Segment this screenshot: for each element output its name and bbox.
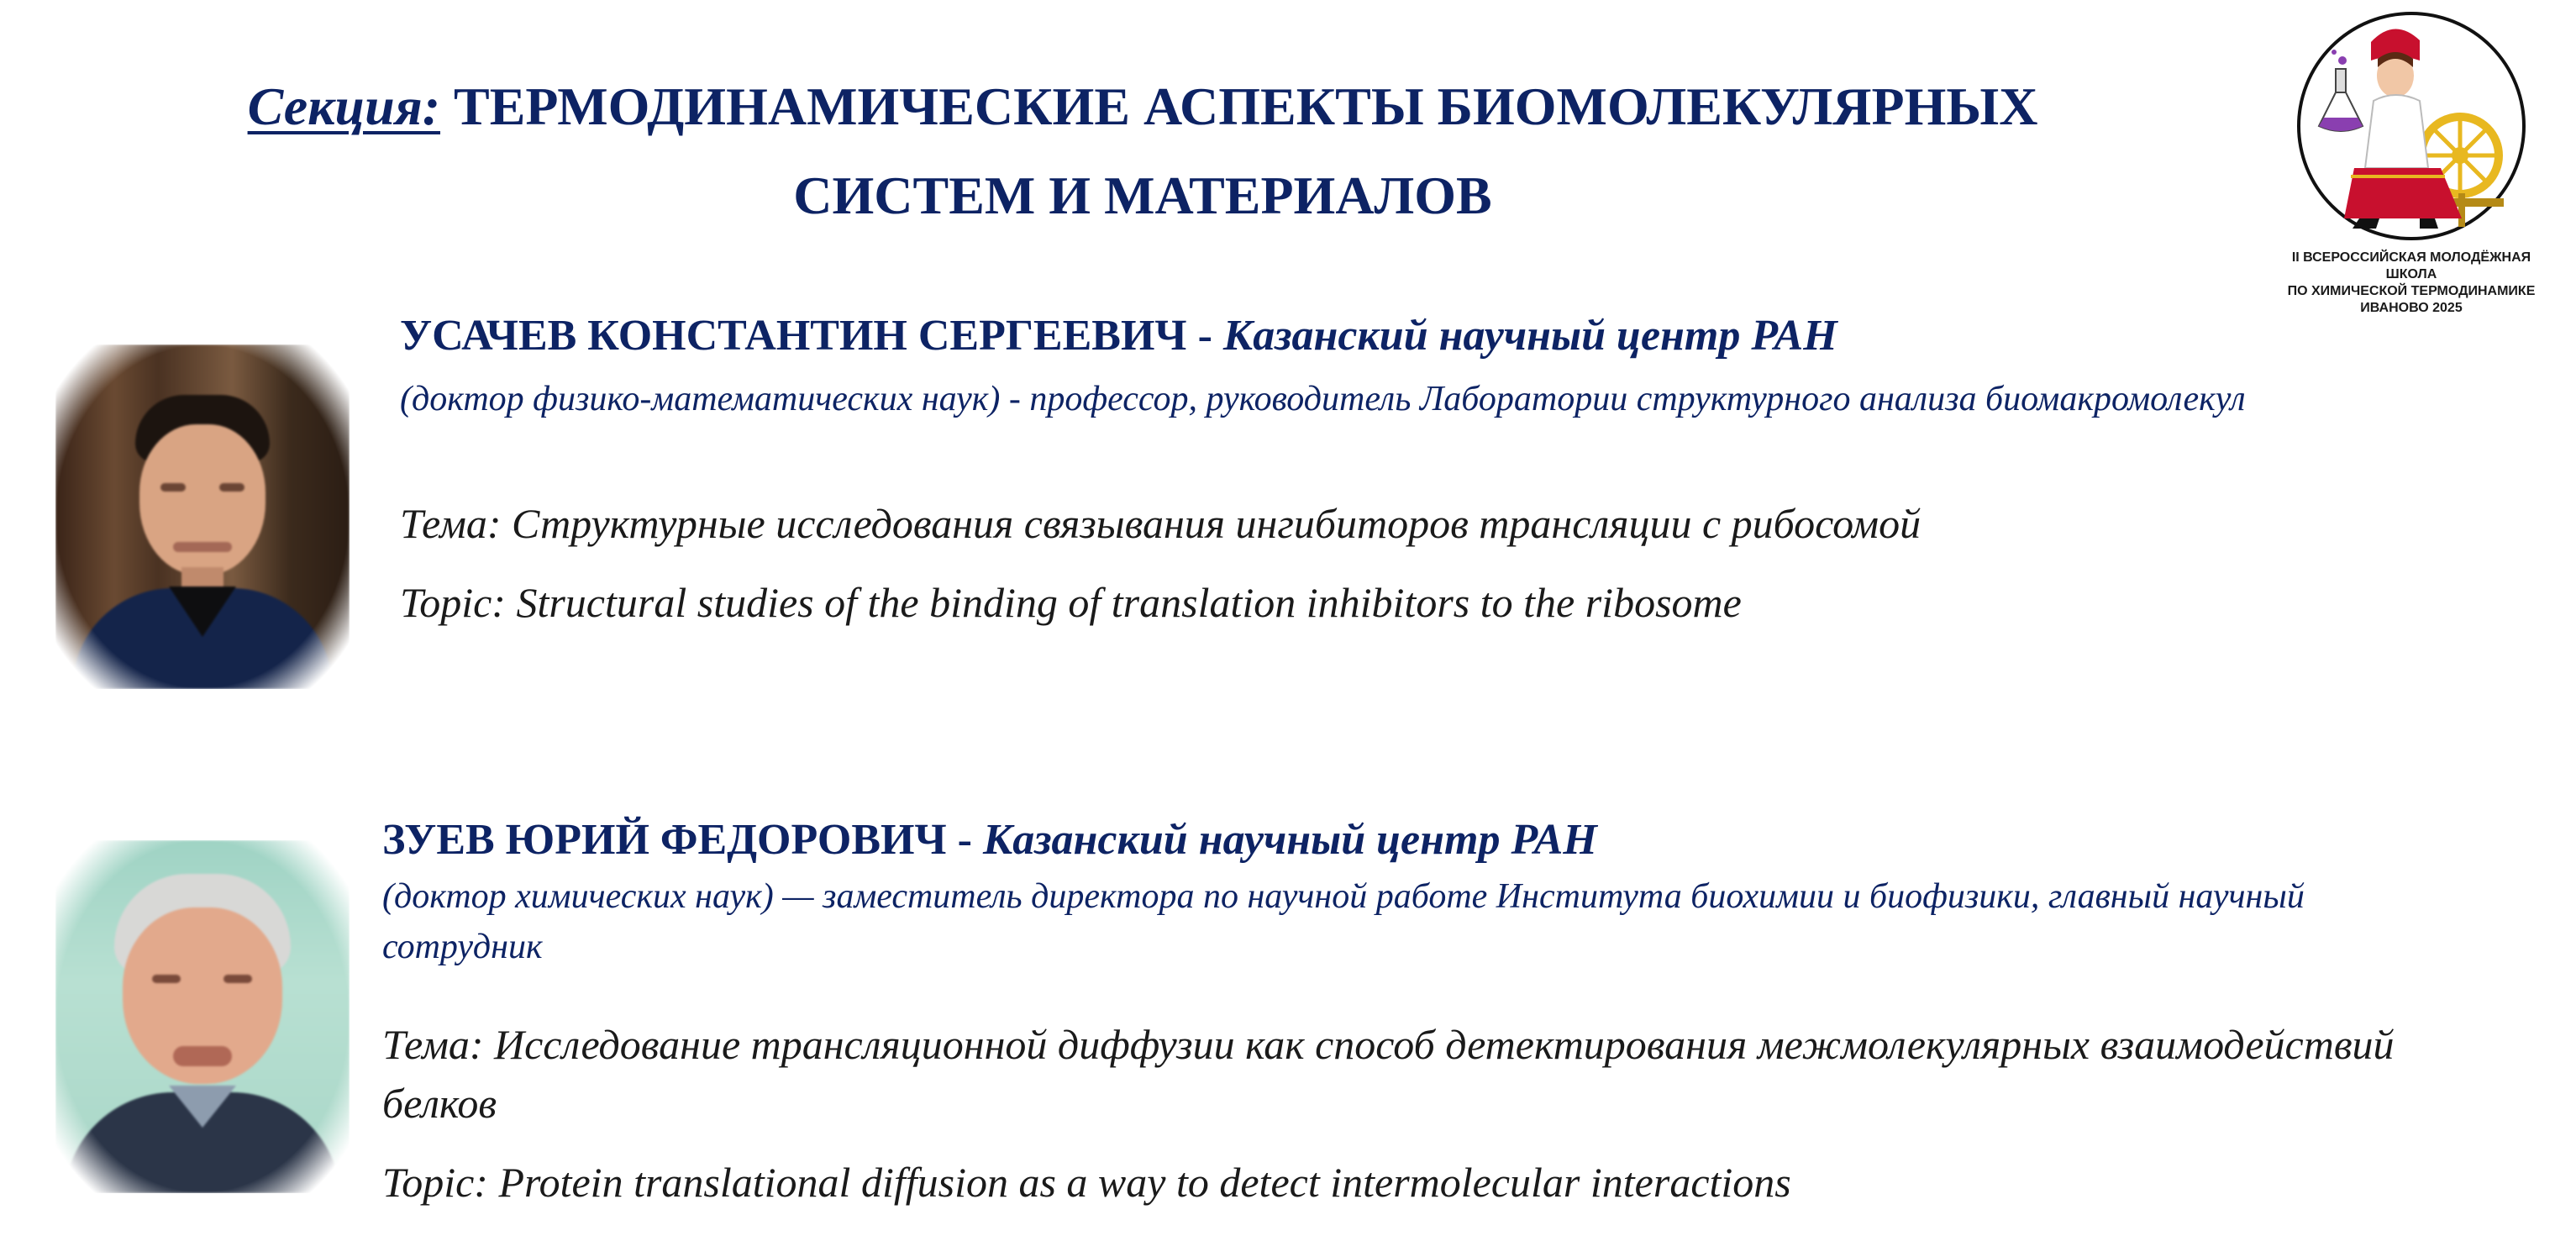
section-label: Секция: [247, 76, 441, 136]
logo-caption [2268, 250, 2554, 317]
speaker-2-separator: - [946, 816, 983, 864]
speaker-2-role: (доктор химических наук) — заместитель директора по научной работе Института биохимии и биофизики, главный научный сотрудник [382, 877, 2305, 966]
section-name-line-1: ТЕРМОДИНАМИЧЕСКИЕ АСПЕКТЫ БИОМОЛЕКУЛЯРНЫХ [454, 76, 2038, 136]
speaker-1-topic-ru: Тема: Структурные исследования связывания ингибиторов трансляции с рибосомой [400, 500, 1921, 547]
speaker-2-photo [55, 840, 350, 1193]
section-title-line-1 [176, 62, 2109, 151]
speaker-2-topic-en: Topic: Protein translational diffusion as a way to detect intermolecular interactions [382, 1159, 1791, 1206]
speaker-1-name: УСАЧЕВ КОНСТАНТИН СЕРГЕЕВИЧ [400, 312, 1187, 360]
section-name-line-2: СИСТЕМ И МАТЕРИАЛОВ [793, 166, 1492, 225]
speaker-2-organization: Казанский научный центр РАН [983, 816, 1597, 864]
logo-caption-line-1: II ВСЕРОССИЙСКАЯ МОЛОДЁЖНАЯ ШКОЛА [2291, 250, 2531, 281]
logo-caption-line-2: ПО ХИМИЧЕСКОЙ ТЕРМОДИНАМИКЕ [2287, 284, 2536, 298]
school-emblem-icon [2294, 8, 2529, 244]
speaker-1-photo [55, 344, 350, 689]
section-title [176, 62, 2109, 240]
school-logo [2268, 8, 2554, 315]
speaker-1-topic-en: Topic: Structural studies of the binding of translation inhibitors to the ribosome [400, 579, 1742, 626]
speaker-2-topic-ru: Тема: Исследование трансляционной диффузии как способ детектирования межмолекулярных взаимодействий белков [382, 1021, 2395, 1127]
speaker-1-organization: Казанский научный центр РАН [1222, 312, 1837, 360]
logo-caption-line-3: ИВАНОВО 2025 [2360, 301, 2463, 315]
speaker-2-name: ЗУЕВ ЮРИЙ ФЕДОРОВИЧ [382, 816, 947, 864]
speaker-1-role: (доктор физико-математических наук) - профессор, руководитель Лаборатории структурного анализа биомакромолекул [400, 380, 2246, 418]
speaker-1-separator: - [1186, 312, 1223, 360]
speaker-2-heading [382, 807, 1597, 874]
speaker-1-heading [400, 302, 1837, 370]
